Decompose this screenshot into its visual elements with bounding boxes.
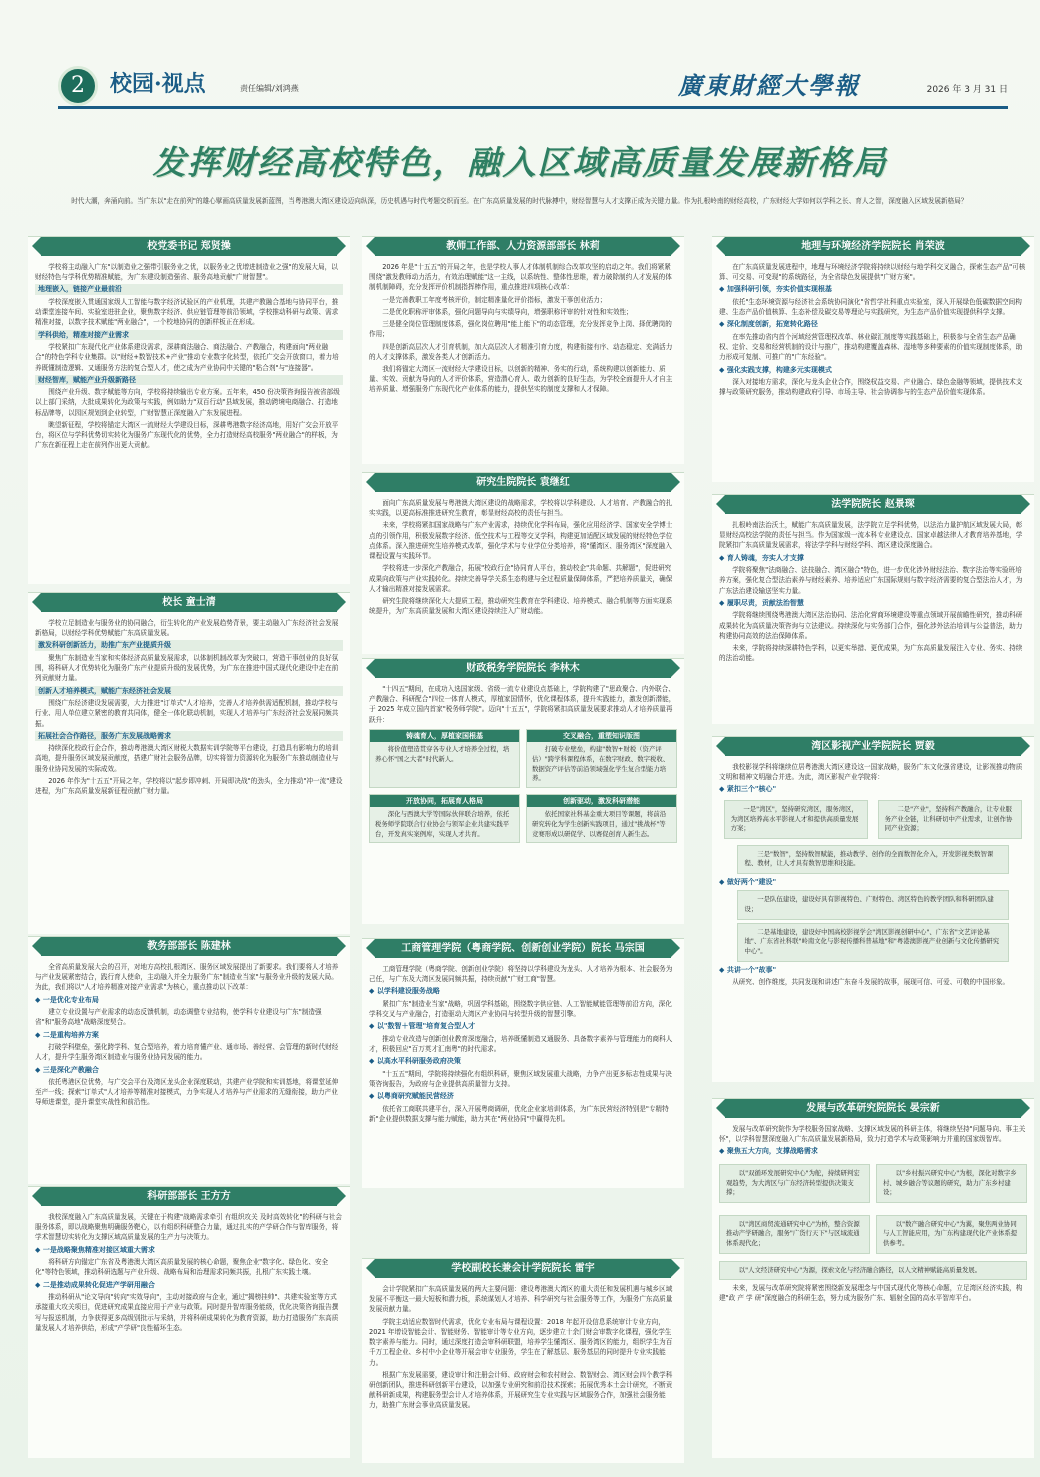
paragraph: 会计学院紧扣广东高质量发展的两大主要问题：建设粤港澳大湾区的重大责任和发展机遇与城乡区域发展不平衡这一最大短板和潜力板，系统谋划人才培养、科学研究与社会服务等工作，为服务广东高质量发展贡献力量。 <box>369 1285 673 1314</box>
subheading: ◆ 育人铸魂，夯实人才支撑 <box>719 553 804 562</box>
subheading: 拓展社会合作路径，服务广东发展战略需求 <box>35 731 343 742</box>
paragraph: 三是健全岗位管理制度体系，强化岗位聘用"能上能下"的动态管理，充分发挥竞争上岗、择优聘岗的作用； <box>369 320 672 339</box>
paragraph: 持续深化校政行企合作，推动粤港澳大湾区财税大数据实训学院等平台建设，打造具有影响力的培训高地，提升服务区域发展贡献度，搭建广财社会服务品牌，切实将智力资源转化为服务广东推动制造业与服务业协同发展的实际成效。 <box>35 744 339 773</box>
paragraph: 眺望新征程，学校将锚定大湾区一流财经大学建设目标，深耕粤港数字经济高地，用好广交会开放平台，将区位与学科优势切实转化为服务广东现代化的优势，全力打造财经高校服务"两业融合"的样板，为广东在新征程上走在前列作出更大贡献。 <box>35 420 339 450</box>
card-title: 交叉融合，重塑知识版图 <box>527 730 676 743</box>
subheading: ◆ 以学科建设服务战略 <box>369 987 440 996</box>
paragraph: "十五五"期间，学院将持续强化有组织科研，聚焦区域发展重大战略，力争产出更多标志性成果与决策咨询报告，为政府与企业提供高质量智力支持。 <box>369 1069 672 1089</box>
article-heading: 教务部部长 陈建林 <box>41 937 337 956</box>
callout-box: 一是"湾区"，坚持研究湾区，服务湾区，为湾区培养高水平影视人才和提供高质量发展方案； <box>724 800 869 839</box>
paragraph: 学校紧扣广东现代化产业体系建设需求，深耕商法融合、商法融合、产教融合，构建面向"两业融合"的特色学科专业集群。以"财经+数智技术+产业"推动专业数字化转型，依托广交会开放窗口，着力培养既懂制造逻辑、又通服务方法的复合型人才，使之成为产业协同中关键的"粘合剂"与"连接器"。 <box>35 343 339 372</box>
subheading: ◆ 三是深化产教融合 <box>35 1065 99 1074</box>
callout-box: 以"乡村振兴研究中心"为根，深化对数字乡村、城乡融合等议题的研究，助力广东乡村建设； <box>876 1164 1027 1203</box>
info-card <box>369 729 520 788</box>
article-box <box>712 1098 1034 1458</box>
card-text: 依托国家社科基金重大项目等课题，将前沿研究转化为学生创新实践项目，通过"挑战杯"等竞赛形成以研促学、以赛促创育人新生态。 <box>532 810 667 838</box>
paragraph: 从研究、创作维度，共同发现和讲述广东奋斗发展的故事，展现可信、可爱、可敬的中国形象。 <box>732 978 1010 987</box>
paragraph: 学校立足制造业与服务业的协同融合，衍生转化的产业发展趋势背景，要主动融入广东经济社会发展新格局，以财经学科优势赋能广东高质量发展。 <box>35 619 339 638</box>
article-heading: 地理与环境经济学院院长 肖荣波 <box>725 237 1021 256</box>
page-number: 2 <box>58 66 98 106</box>
info-card <box>526 729 677 788</box>
article-body <box>28 962 350 1108</box>
paragraph: 发展与改革研究院作为学校服务国家战略、支撑区域发展的科研主体，将继续坚持"问题导向、事主关怀"，以学科智慧深度融入广东高质量发展新格局，致力打造学术与政策影响力并重的国家级智库。 <box>719 1125 1026 1144</box>
subheading: 创新人才培养模式，赋能广东经济社会发展 <box>35 686 343 697</box>
callout-box: 以"数产融合研究中心"为翼，聚焦两业协同与人工智能应用，为广东构建现代化产业体系提供参考。 <box>876 1215 1027 1254</box>
subheading: ◆ 紧扣三个"核心" <box>719 785 777 794</box>
paragraph: 全省高质量发展大会的召开，对地方高校扎根湾区、服务区域发展提出了新要求。我们要将人才培养与产业发展紧密结合，践行育人使命，主动融入并全力服务广东"制造业当家"与服务业升级的发展大局。为此，我们将以"人才培养精准对接产业需求"为核心，重点推动以下改革： <box>35 963 339 992</box>
callout-box: 以"双循环发展研究中心"为舵，持续研判宏观趋势，为大湾区与广东经济转型提供决策支撑； <box>719 1164 870 1203</box>
paragraph: 四是创新高层次人才引育机制，加大高层次人才精准引育力度，构建衔接有序、动态稳定、充满活力的人才支撑体系，激发各类人才创新活力。 <box>369 342 673 361</box>
paragraph: 未来，学校将紧扣国家战略与广东产业需求，持续优化学科布局，强化应用经济学、国家安全学博士点的引领作用，积极发展数字经济、低空技术与工程等交叉学科，构建更加适配区域发展的财经特色学位点体系。深入推进研究生培养模式改革，强化学术与专业学位分类培养，将"懂湾区、服务湾区"深度融入课程设置与实践环节。 <box>369 521 673 561</box>
callout-box: 一是队伍建设，建设好具有影视特色、广财特色、湾区特色的教学团队和科研团队建设； <box>737 890 1008 919</box>
paragraph: 在率先推动省内首个河域经营管理权改革、林业碳汇制度等实践基础上，积极参与全省生态产品确权、定价、交易和经营机制的设计与推广，推动构建覆盖森林、湿地等多种要素的价值实现制度体系，助力形成可复制、可推广的"广东经验"。 <box>719 332 1023 362</box>
subheading: ◆ 一是优化专业布局 <box>35 995 99 1004</box>
paragraph: 在广东高质量发展进程中，地理与环境经济学院将持续以财经与地学科交叉融合，探索生态产品"可核算、可交易、可变现"的系统路径，为全省绿色发展提供"广财方案"。 <box>719 263 1026 282</box>
paragraph: 依托粤港区位优势，与广交会平台及湾区龙头企业深度联动，共建产业学院和实训基地，将课堂延伸至产一线；探索"订单式"人才培养等精准对接模式，力争实现人才培养与产业需求的无缝衔接，助力产业导师进课堂，提升课堂实战性和前沿性。 <box>35 1078 339 1107</box>
article-heading: 学校副校长兼会计学院院长 雷宇 <box>375 1259 671 1278</box>
subheading: 激发科研创新活力，助推广东产业提质升级 <box>35 640 343 651</box>
article-box <box>712 736 1034 1082</box>
paragraph: 聚焦广东制造业当家和实体经济高质量发展需求，以体制机制改革为突破口，营造干事创业的良好氛围，将科研人才优势转化为服务广东产业提质升级的发展优势，为广东在推进中国式现代化建设中走在前列贡献财力量。 <box>35 653 339 683</box>
article-body <box>362 498 684 616</box>
paragraph: 我们将锚定大湾区一流财经大学建设目标，以创新的精神、务实的行动，系统构建以创新能力、质量、实效、贡献为导向的人才评价体系，营造潜心育人、敢力创新的良好生态，为学校全面提升人才自主培养质量、增强服务广东现代化产业体系的能力，提供坚实的制度支撑和人才保障。 <box>369 364 673 394</box>
article-box <box>28 1186 350 1458</box>
paragraph: 学校将主动融入广东"以制造业之强带引服务业之优，以服务业之优增进制造业之强"的发展大局，以财经特色与学科优势精准赋能，为广东建设制造强省、服务高地贡献"广财智慧"。 <box>35 263 338 282</box>
subheading: ◆ 深化制度创新，拓宽转化路径 <box>719 320 818 329</box>
paragraph: 未来，学院将持续深耕特色学科，以更实举措、更优成果，为广东高质量发展注入专业、务实、持续的法治动能。 <box>719 643 1023 663</box>
card-title: 开放协同，拓展育人格局 <box>370 795 519 808</box>
article-heading: 教师工作部、人力资源部部长 林莉 <box>375 237 671 256</box>
paragraph: 2026 年作为"十五五"开局之年，学校将以"起步即冲刺、开局即决战"的劲头，全力推动"冲一流"建设进程，为广东高质量发展新征程贡献广财力量。 <box>35 776 343 796</box>
article-heading: 湾区影视产业学院院长 贾毅 <box>725 737 1021 756</box>
paragraph: 学院将聚焦"法商融合、法技融合、湾区融合"特色，进一步优化涉外财经法治、数字法治等实验班培养方案，强化复合型法治素养与财经素养、培养适应广东国际规则与数字经济需要的复合型法治人才，为广东法治建设输送坚实力量。 <box>719 566 1023 595</box>
article-body <box>362 964 684 1124</box>
paragraph: 深入对接地方需求，深化与龙头企业合作，围绕权益交易、产业融合、绿色金融等领域，提供技术支撑与政策研究服务，推动构建政府引导、市场主导、社会协调参与的生态产品价值实现体系。 <box>719 378 1023 397</box>
info-card <box>526 794 677 843</box>
subheading: 学科供给，精准对接产业需求 <box>35 330 343 341</box>
card-title: 铸魂育人，厚植家国根基 <box>370 730 519 743</box>
paragraph: 我校影视学科将继续位居粤港澳大湾区建设这一国家战略，服务广东文化强省建设，让影视推动物质文明和精神文明融合并进。为此，湾区影视产业学院将： <box>719 763 1023 782</box>
article-body <box>362 262 684 395</box>
article-heading: 校长 童士清 <box>41 593 337 612</box>
paragraph: 紧扣广东"制造业当家"战略，巩固学科基础，围绕数字供应链、人工智能赋能管理等前沿方向，深化学科交叉与产业融合，打造驱动大湾区产业协同与转型升级的智慧引擎。 <box>369 999 672 1019</box>
article-box <box>712 236 1034 482</box>
card-text: 深化与西澳大学等国际伙伴联合培养，依托税务师学院联合行业协会与领军企业共建实践平台，开发真实案例库，实现人才共育。 <box>375 810 510 838</box>
lead-paragraph: 时代大潮，奔涌向前。当广东以"走在前列"的雄心擘画高质量发展新蓝图，当粤港澳大湾区建设迈向纵深，历史机遇与时代考题交织而至。在广东高质量发展的时代脉搏中，财经智慧与人才支撑正成为关键力量。作为扎根岭南的财经高校，广东财经大学如何以学科之长、育人之智，深度融入区域发展新格局？ <box>71 197 968 205</box>
article-heading: 工商管理学院（粤商学院、创新创业学院）院长 马宗国 <box>375 939 671 958</box>
callout-box: 二是"产业"，坚持科产教融合，让专业服务产业全链，让科研切中产业需求，让创作协同产业资源； <box>878 800 1023 839</box>
article-heading: 校党委书记 郑贤操 <box>41 237 337 256</box>
subheading: 地理嵌入，链接产业最前沿 <box>35 284 343 295</box>
paragraph: 将科研方向锚定广东省及粤港澳大湾区高质量发展的核心命题，聚焦企业"数字化、绿色化、安全化"等特色领域，推动科研选题与产业升级、战略布局和治理需求同频共振，扎根广东实践土壤。 <box>35 1258 329 1277</box>
subheading: ◆ 聚焦五大方向，支撑战略需求 <box>719 1147 818 1156</box>
paragraph: 学校将进一步深化产教融合，拓展"校政行企"协同育人平台，推动校企"共命题、共解题"，促进研究成果向政策与产业实践转化。持续完善导学关系生态构建与全过程质量保障体系，严把培养质量关，确保人才输出精准对接发展需求。 <box>369 564 673 593</box>
paragraph: 依托省工商联共建平台，深入开展粤商调研，优化企业家培训体系，为广东民营经济特别是"专精特新"企业提供数据支撑与能力赋能，助力其在"两业协同"中赢得先机。 <box>369 1104 669 1123</box>
card-grid <box>719 1161 1027 1257</box>
article-body <box>362 1284 684 1411</box>
article-body <box>712 1124 1034 1304</box>
article-box <box>362 658 684 924</box>
editor-credit: 责任编辑/刘鸿燕 <box>240 84 299 93</box>
article-body <box>28 1212 350 1333</box>
paragraph: "十四五"期间，在成功入选国家级、省级一流专业建设点基础上，学院构建了"思政聚合、内外联合、产教融合、科研配合"四位一体育人模式，厚植家国情怀，优化课程体系，提升实践能力，激发创新潜能，于 2025 年成立国内首家"税务师学院"。迈向"十五五"，学院将紧扣高质量发展要求推动人才培养质量再跃升： <box>369 685 676 724</box>
paragraph: 围绕广东经济建设发展需要，大力推进"订单式"人才培养，完善人才培养供需适配机制，推动学校与行业、用人单位建立紧密的教育共同体，健全一体化联动机制，实现人才培养与广东经济社会发展同频共振。 <box>35 699 339 728</box>
paragraph: 学院主动适应数智时代需求，优化专业布局与课程设置：2018 年起开设信息系统审计专业方向，2021 年增设智能会计、智能财务、智能审计等专业方向，逐步建立十余门财会审数字化课程，强化学生数字素养与能力。同时，通过深度打造会审科研联盟，培养学生懂湾区、服务湾区的能力，组织学生为百千万工程企业、乡村中小企业等开展会审专业服务，学生在了解基层、服务基层的同时提升专业实践能力。 <box>369 1317 673 1367</box>
headline: 发挥财经高校特色，融入区域高质量发展新格局 <box>152 143 888 182</box>
callout-box: 三是"数智"，坚持数智赋能，推动教学、创作的全面数智化介入，开发影视类数智课程、教材，让人才具有数智思维和技能。 <box>737 845 1008 874</box>
subheading: ◆ 二是推动成果转化促进产学研用融合 <box>35 1280 155 1289</box>
paragraph: 我校深度融入广东高质量发展，关键在于构建"战略需求牵引 有组织攻关 及时高效转化"的科研与社会服务体系，即以战略聚焦明确服务靶心，以有组织科研整合力量，通过扎实的产学研合作与智库服务，将学术智慧切实转化为支撑区域高质量发展的生产力与决策力。 <box>35 1213 342 1242</box>
article-box <box>362 1258 684 1463</box>
subheading: ◆ 二是重构培养方案 <box>35 1030 99 1039</box>
subheading: ◆ 一是战略聚焦精准对接区域重大需求 <box>35 1245 155 1254</box>
subheading: ◆ 以粤商研究赋能民营经济 <box>369 1092 454 1101</box>
article-box <box>28 236 350 584</box>
article-body <box>712 762 1034 987</box>
article-heading: 科研部部长 王方方 <box>41 1187 337 1206</box>
paragraph: 扎根岭南法治沃土，赋能广东高质量发展，法学院立足学科优势，以法治力量护航区域发展大局，彰显财经高校法学院的责任与担当。作为国家级一流本科专业建设点、国家卓越法律人才教育培养基地，学院紧扣广东高质量发展需求，将法学学科与财经学科、湾区建设深度融合。 <box>719 521 1023 550</box>
article-box <box>712 494 1034 724</box>
paragraph: 未来，发展与改革研究院将紧密围绕新发展理念与中国式现代化等核心命题，立足湾区经济实践，构建"政 产 学 研"深度融合的科研生态，努力成为服务广东、辐射全国的高水平智库平台。 <box>719 1284 1023 1303</box>
subheading: ◆ 履职尽责，贡献法治智慧 <box>719 598 804 607</box>
card-text: 打破专业壁垒，构建"数智+财税（资产评估）"跨学科课程体系，在数字财政、数字税收、数据资产评估等前沿领域强化学生复合型能力培养。 <box>532 745 670 783</box>
callout-box: 二是基地建设，建设好中国高校影视学会"湾区影视创研中心"、广东省"文艺评论基地"、广东省社科联"岭南文化与影视传播科普基地"和"粤港澳影视产业创新与文化传播研究中心"。 <box>737 923 1008 962</box>
article-body <box>712 520 1034 663</box>
subheading: ◆ 以"数智＋管理"培育复合型人才 <box>369 1022 476 1031</box>
subheading: ◆ 共讲一个"故事" <box>719 965 777 974</box>
subheading: ◆ 做好两个"建设" <box>719 877 777 886</box>
paragraph: 建立专业设置与产业需求的动态反馈机制，动态调整专业结构，使学科专业建设与广东"制造强省"和"服务高地"战略深度契合。 <box>35 1008 322 1027</box>
paragraph: 根据广东发展需要，建设审计和注册会计师、政府财会和农村财会、数智财会、湾区财会四个教学科研创新团队，推进科研创新平台建设，以加强专业研究和前沿技术探索；拓展优秀本土会计研究，不断贡献科研新成果，构建服务型会计人才培养体系，开展研究生专业实践与区域服务合作，加强社会服务能力，助推广东财会事业高质量发展。 <box>369 1370 673 1410</box>
article-box <box>362 472 684 654</box>
callout-box: 以"人文经济研究中心"为源，探索文化与经济融合路径，以人文精神赋能高质量发展。 <box>719 1261 1027 1281</box>
article-body <box>712 262 1034 397</box>
article-heading: 研究生院院长 袁继红 <box>375 473 671 492</box>
paragraph: 依托"生态环境资源与经济社会系统协同演化"省哲学社科重点实验室，深入开展绿色低碳数据空间构建、生态产品价值核算、生态补偿及碳交易等理论与实践研究，为生态产品价值实现提供科学支撑。 <box>719 297 1022 317</box>
article-body <box>362 684 684 843</box>
header-rule <box>58 106 1008 109</box>
article-body <box>28 262 350 451</box>
article-body <box>28 618 350 796</box>
subheading: ◆ 以高水平科研服务政府决策 <box>369 1057 461 1066</box>
issue-date: 2026 年 3 月 31 日 <box>926 85 1008 95</box>
card-grid <box>369 729 677 843</box>
masthead: 廣東財經大學報 <box>678 71 860 100</box>
paragraph: 二是优化职称评审体系，强化问题导向与实绩导向，增强职称评审的针对性和实效性； <box>382 307 633 316</box>
subheading: ◆ 加强科研引领，夯实价值实现根基 <box>719 285 832 294</box>
paragraph: 2026 年是"十五五"的开局之年，也是学校人事人才体制机制综合改革攻坚的启动之年。我们将紧紧围绕"激发教师动力活力，有效治理赋能"这一主线，以系统性、整体性思维，着力破除制约人才发展的体制机制障碍，充分发挥评价机制指挥棒作用，重点推进四项核心改革： <box>369 263 672 292</box>
article-box <box>28 936 350 1184</box>
paragraph: 推动专业改造与创新创业教育深度融合，培养既懂制造又通服务、具备数字素养与管理能力的商科人才，积极回应"百万英才汇南粤"的时代需求。 <box>369 1034 673 1054</box>
paragraph: 推动科研从"论文导向"转向"实效导向"，主动对接政府与企业，通过"揭榜挂帅"、共建实验室等方式承接重大攻关项目，促进研究成果直接应用于产业与政策。同时提升智库服务能级，优化决策咨询报告撰写与报送机制，力争获得更多高级别批示与采纳，并将科研成果转化为教育资源，助力打造服务广东高质量发展人才培养供给，形成"产学研"良性循环生态。 <box>35 1293 339 1332</box>
article-heading: 法学院院长 赵景琛 <box>725 495 1021 514</box>
card-text: 将价值塑造贯穿各专业人才培养全过程，培养心怀"国之大者"时代新人。 <box>375 745 510 763</box>
article-box <box>362 236 684 464</box>
info-card <box>369 794 520 843</box>
article-box <box>28 592 350 934</box>
subheading: 财经智库，赋能产业升级新路径 <box>35 375 343 386</box>
callout-box: 以"湾区商贸流通研究中心"为桥，整合资源推动产学研融合，服务"广货行天下"与区域流通体系现代化； <box>719 1215 870 1254</box>
article-box <box>362 938 684 1188</box>
paragraph: 工商管理学院（粤商学院、创新创业学院）将坚持以学科建设为龙头、人才培养为根本、社会服务为己任，与广东及大湾区发展同频共振，持续贡献"广财工商"智慧。 <box>369 965 673 984</box>
article-heading: 财政税务学院院长 李林木 <box>375 659 671 678</box>
paragraph: 研究生院将继续深化大大提质工程，推动研究生教育在学科建设、培养模式、融合机制等方面实现系统提升，为广东高质量发展和大湾区建设持续注入广财动能。 <box>369 596 673 616</box>
section-title: 校园·视点 <box>110 71 206 97</box>
page-header <box>58 56 1008 106</box>
paragraph: 学院将继续围绕粤港澳大湾区法治协同、法治化营商环境建设等重点领域开展前瞻性研究，推动科研成果转化为高质量决策咨询与立法建议。持续深化与实务部门合作，强化涉外法治培训与公益普法，助力构建协同高效的法治保障体系。 <box>719 611 1023 640</box>
paragraph: 学校深度嵌入贯通国家级人工智能与数字经济试验区的产业机理，共建产教融合基地与协同平台，推动课堂连接车间、实验室进驻企业，聚焦数字经济、供应链管理等前沿领域，学校推动科研与政策、需求精准对接，以数字技术赋能"两业融合"，一个校地协同的创新样板正在形成。 <box>35 297 339 327</box>
article-heading: 发展与改革研究院院长 晏宗新 <box>725 1099 1021 1118</box>
paragraph: 一是完善教职工年度考核评价，制定精准量化评价指标，激发干事创业活力； <box>382 295 607 304</box>
paragraph: 打破学科壁垒，强化跨学科、复合型培养，着力培育懂产业、通市场、善经营、会管理的新时代财经人才，提升学生服务湾区制造业与服务业协同发展的能力。 <box>35 1043 339 1062</box>
paragraph: 围绕产业升级、数字赋能等方向，学校将持续输出专业方案。五年来，450 份决策咨询报告被省部级以上部门采纳，大批成果转化为政策与实践，例如助力"双百行动"县域发展，推动跨境电商融合、打造地标品牌等，以园区规划到企业转型，广财智慧正深度融入广东发展进程。 <box>35 388 340 417</box>
card-title: 创新驱动，激发科研潜能 <box>527 795 676 808</box>
subheading: ◆ 强化实践支撑，构建多元实现模式 <box>719 365 832 374</box>
paragraph: 面向广东高质量发展与粤港澳大湾区建设的战略需求，学校将以学科建设、人才培育、产教融合的扎实实践，以更高标准推进研究生教育，彰显财经高校的责任与担当。 <box>369 499 673 518</box>
